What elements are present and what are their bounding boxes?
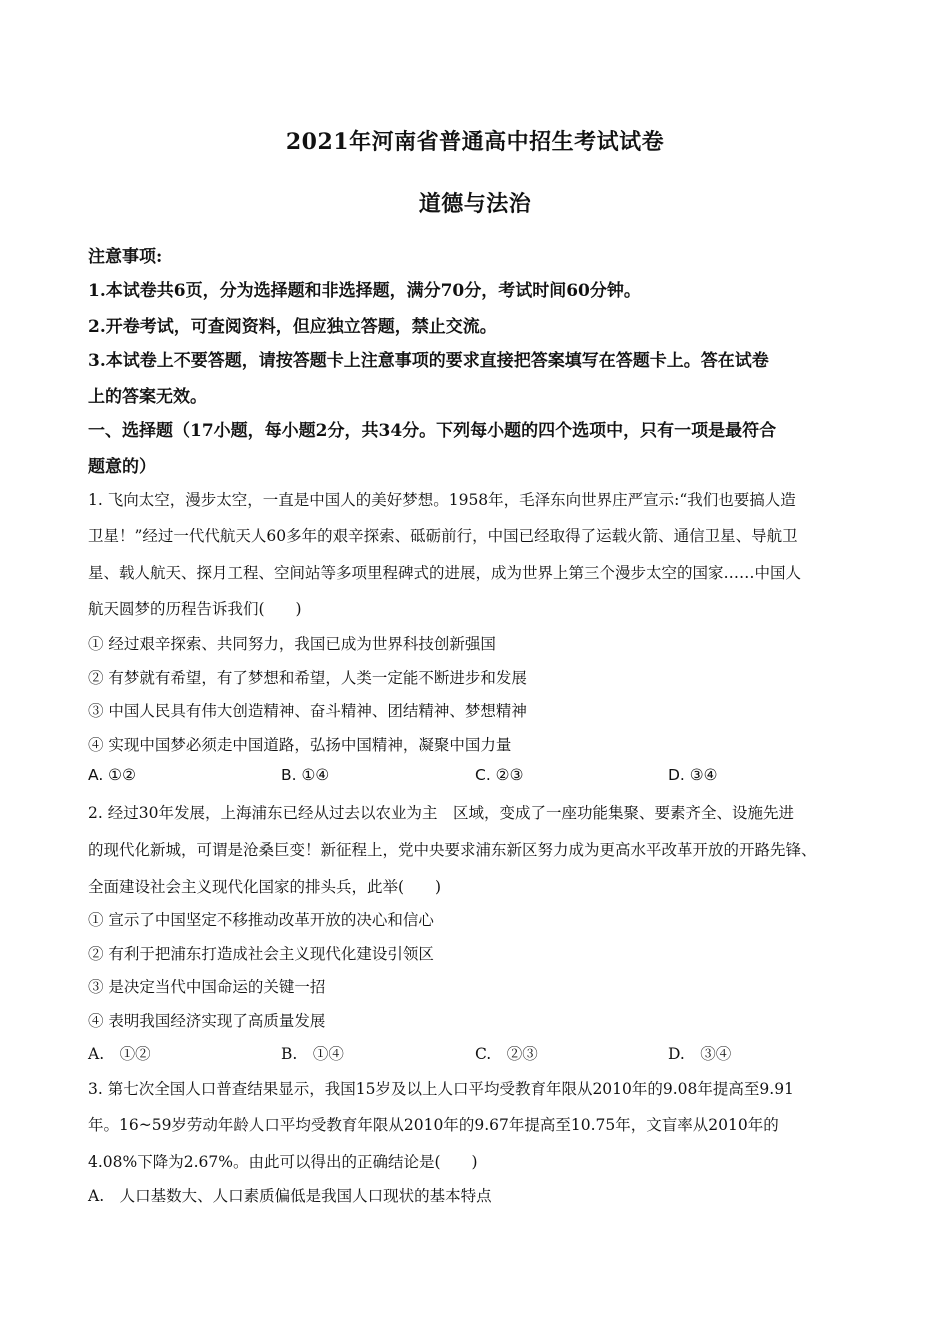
question-1-option-c: C. ②③ — [475, 766, 524, 784]
question-3-text: 年。16~59岁劳动年龄人口平均受教育年限从2010年的9.67年提高至10.75年，文盲率从2010年的 — [88, 1116, 779, 1134]
question-1-text: 1. 飞向太空，漫步太空，一直是中国人的美好梦想。1958年，毛泽东向世界庄严宣示:“我们也要搞人造 — [88, 491, 796, 509]
question-1-option-d: D. ③④ — [668, 766, 718, 784]
question-1-option-a: A. ①② — [88, 766, 136, 784]
question-2-option-b: B. ①④ — [281, 1045, 344, 1063]
question-1-statement: ④ 实现中国梦必须走中国道路，弘扬中国精神，凝聚中国力量 — [88, 736, 512, 754]
notice-heading: 注意事项: — [88, 247, 163, 267]
question-2-option-d: D. ③④ — [668, 1045, 732, 1063]
question-1-text: 卫星！”经过一代代航天人60多年的艰辛探索、砥砺前行，中国已经取得了运载火箭、通信卫星、导航卫 — [88, 527, 798, 545]
question-2-statement: ④ 表明我国经济实现了高质量发展 — [88, 1012, 326, 1030]
question-1-text: 航天圆梦的历程告诉我们( ) — [88, 600, 302, 618]
question-1-statement: ③ 中国人民具有伟大创造精神、奋斗精神、团结精神、梦想精神 — [88, 702, 527, 720]
section-heading-cont: 题意的） — [88, 457, 156, 477]
question-1-text: 星、载人航天、探月工程、空间站等多项里程碑式的进展，成为世界上第三个漫步太空的国家……中国人 — [88, 564, 802, 582]
question-2-text: 2. 经过30年发展，上海浦东已经从过去以农业为主 区域，变成了一座功能集聚、要素齐全、设施先进 — [88, 804, 794, 822]
question-3-option-a: A. 人口基数大、人口素质偏低是我国人口现状的基本特点 — [88, 1187, 492, 1205]
question-2-option-c: C. ②③ — [475, 1045, 538, 1063]
exam-subject: 道德与法治 — [418, 191, 532, 217]
notice-item: 1.本试卷共6页，分为选择题和非选择题，满分70分，考试时间60分钟。 — [88, 281, 641, 301]
question-2-text: 全面建设社会主义现代化国家的排头兵，此举( ) — [88, 878, 442, 896]
question-2-statement: ① 宣示了中国坚定不移推动改革开放的决心和信心 — [88, 911, 434, 929]
exam-title: 2021年河南省普通高中招生考试试卷 — [285, 129, 665, 155]
question-2-statement: ② 有利于把浦东打造成社会主义现代化建设引领区 — [88, 945, 434, 963]
notice-item: 2.开卷考试，可查阅资料，但应独立答题，禁止交流。 — [88, 317, 497, 337]
section-heading: 一、选择题（17小题，每小题2分，共34分。下列每小题的四个选项中，只有一项是最符合 — [88, 421, 777, 441]
question-2-text: 的现代化新城，可谓是沧桑巨变！新征程上，党中央要求浦东新区努力成为更高水平改革开放的开路先锋、 — [88, 841, 817, 859]
question-1-statement: ② 有梦就有希望，有了梦想和希望，人类一定能不断进步和发展 — [88, 669, 527, 687]
question-2-option-a: A. ①② — [88, 1045, 151, 1063]
question-3-text: 4.08%下降为2.67%。由此可以得出的正确结论是( ) — [88, 1153, 478, 1171]
notice-item: 上的答案无效。 — [88, 387, 207, 407]
notice-item: 3.本试卷上不要答题，请按答题卡上注意事项的要求直接把答案填写在答题卡上。答在试卷 — [88, 351, 769, 371]
question-2-statement: ③ 是决定当代中国命运的关键一招 — [88, 978, 326, 996]
question-1-statement: ① 经过艰辛探索、共同努力，我国已成为世界科技创新强国 — [88, 635, 496, 653]
question-3-text: 3. 第七次全国人口普查结果显示，我国15岁及以上人口平均受教育年限从2010年的9.08年提高至9.91 — [88, 1080, 794, 1098]
question-1-option-b: B. ①④ — [281, 766, 330, 784]
